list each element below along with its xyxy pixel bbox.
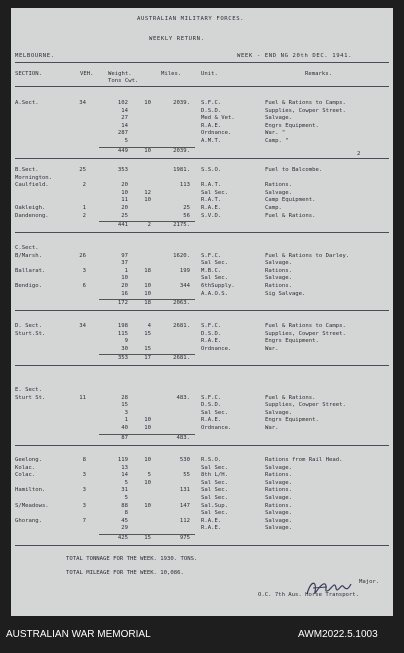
section-total-cwt: 10 bbox=[144, 147, 151, 154]
row-veh: 2 bbox=[82, 182, 86, 189]
row-remarks: Salvage. bbox=[265, 495, 292, 501]
row-tons: 102 bbox=[117, 100, 128, 106]
row-veh: 1 bbox=[82, 205, 86, 211]
row-remarks: Salvage. bbox=[265, 275, 292, 282]
row-miles: 147 bbox=[179, 502, 190, 509]
row-unit: S.F.C. bbox=[201, 323, 222, 329]
section-total-miles: 2175. bbox=[173, 222, 190, 229]
row-tons: 5 bbox=[124, 495, 128, 501]
footer-institution: AUSTRALIAN WAR MEMORIAL bbox=[6, 629, 151, 640]
row-unit: A.A.O.S. bbox=[201, 290, 228, 297]
row-veh: 6 bbox=[82, 283, 86, 289]
row-miles: 131 bbox=[179, 487, 190, 494]
row-remarks: Fuel & Rations. bbox=[265, 212, 316, 219]
row-unit: R.A.E. bbox=[201, 517, 222, 524]
signature-rank: Major. bbox=[359, 579, 380, 585]
row-remarks: Camp. bbox=[265, 205, 282, 211]
row-tons: 88 bbox=[121, 502, 128, 509]
section-total-cwt: 17 bbox=[144, 355, 151, 362]
row-veh: 3 bbox=[82, 472, 86, 479]
column-header-weight: Weight. bbox=[108, 71, 132, 77]
column-header-miles: Miles. bbox=[161, 71, 182, 77]
row-unit: Sal Sec. bbox=[201, 464, 228, 471]
row-miles: 2681. bbox=[173, 323, 190, 329]
row-unit: S.S.O. bbox=[201, 167, 222, 173]
row-tons: 13 bbox=[121, 464, 128, 471]
row-tons: 8 bbox=[124, 510, 128, 517]
row-tons: 9 bbox=[124, 338, 128, 345]
row-remarks: Salvage. bbox=[265, 464, 292, 471]
row-tons: 37 bbox=[121, 260, 128, 267]
row-unit: A.M.T. bbox=[201, 138, 222, 144]
row-miles: 112 bbox=[179, 517, 190, 524]
row-place: C.Sect. bbox=[15, 245, 39, 251]
row-remarks: Fuel & Rations. bbox=[265, 394, 316, 401]
section-total-miles: 2681. bbox=[173, 355, 190, 362]
section-total-cwt: 2 bbox=[147, 222, 151, 229]
row-unit: Sal Sec. bbox=[201, 189, 228, 196]
row-remarks: Salvage. bbox=[265, 409, 292, 416]
row-remarks: Salvage. bbox=[265, 479, 292, 486]
section-total-tons: 425 bbox=[117, 535, 128, 541]
row-veh: 3 bbox=[82, 487, 86, 494]
row-unit: Sal Sec. bbox=[201, 510, 228, 517]
row-tons: 20 bbox=[121, 182, 128, 189]
row-place: Sturt St. bbox=[15, 394, 46, 401]
row-miles: 199 bbox=[179, 267, 190, 274]
row-unit: Ordnance. bbox=[201, 130, 232, 137]
row-unit: S.F.C. bbox=[201, 394, 222, 401]
location-label: MELBOURNE. bbox=[15, 53, 55, 59]
row-unit: Ordnance. bbox=[201, 425, 232, 431]
row-remarks: Engrs Equipment. bbox=[265, 417, 319, 424]
row-cwt: 10 bbox=[144, 502, 151, 509]
section-rule bbox=[15, 158, 389, 159]
row-tons: 97 bbox=[121, 252, 128, 259]
row-place: Oakleigh. bbox=[15, 205, 46, 211]
row-tons: 30 bbox=[121, 345, 128, 352]
row-remarks: Fuel & Rations to Camps. bbox=[265, 323, 346, 329]
row-tons: 10 bbox=[121, 189, 128, 196]
column-header-section: SECTION. bbox=[15, 71, 42, 77]
stray-mark: 2 bbox=[357, 151, 361, 157]
row-remarks: Camp Equipment. bbox=[265, 197, 316, 204]
row-unit: R.S.O. bbox=[201, 457, 222, 463]
row-remarks: War. " bbox=[265, 130, 286, 137]
row-cwt: 15 bbox=[144, 345, 151, 352]
row-tons: 119 bbox=[117, 457, 128, 463]
archive-footer bbox=[0, 616, 404, 653]
row-unit: M.B.C. bbox=[201, 267, 222, 274]
row-veh: 34 bbox=[79, 100, 86, 106]
row-place: E. Sect. bbox=[15, 387, 42, 393]
row-tons: 20 bbox=[121, 283, 128, 289]
row-tons: 353 bbox=[117, 167, 128, 173]
row-tons: 14 bbox=[121, 107, 128, 114]
row-veh: 2 bbox=[82, 212, 86, 219]
row-remarks: War. bbox=[265, 425, 279, 431]
section-total-miles: 2063. bbox=[173, 300, 190, 307]
row-tons: 14 bbox=[121, 122, 128, 129]
row-unit: R.A.E. bbox=[201, 338, 222, 345]
row-veh: 3 bbox=[82, 267, 86, 274]
row-remarks: Rations. bbox=[265, 182, 292, 189]
row-remarks: War. bbox=[265, 345, 279, 352]
row-tons: 287 bbox=[117, 130, 128, 137]
row-miles: 530 bbox=[179, 457, 190, 463]
row-remarks: Supplies, Cowper Street. bbox=[265, 402, 346, 409]
row-miles: 344 bbox=[179, 283, 190, 289]
document-sheet bbox=[11, 8, 393, 616]
row-remarks: Engrs Equipment. bbox=[265, 122, 319, 129]
row-tons: 5 bbox=[124, 138, 128, 144]
section-total-tons: 449 bbox=[117, 147, 128, 154]
row-miles: 113 bbox=[179, 182, 190, 189]
row-unit: Sal.Sup. bbox=[201, 502, 228, 509]
row-remarks: Salvage. bbox=[265, 517, 292, 524]
row-place: Colac. bbox=[15, 472, 36, 479]
row-cwt: 10 bbox=[144, 417, 151, 424]
column-header-tons-cwt: Tons Cwt. bbox=[108, 78, 139, 84]
row-cwt: 12 bbox=[144, 189, 151, 196]
row-miles: 56 bbox=[183, 212, 190, 219]
section-total-tons: 441 bbox=[117, 222, 128, 229]
row-unit: Sal Sec. bbox=[201, 479, 228, 486]
row-remarks: Fuel & Rations to Camps. bbox=[265, 100, 346, 106]
row-unit: R.A.E. bbox=[201, 122, 222, 129]
column-header-rule bbox=[15, 86, 389, 87]
row-remarks: Supplies, Cowper Street. bbox=[265, 330, 346, 337]
section-total-tons: 87 bbox=[121, 434, 128, 441]
row-tons: 10 bbox=[121, 275, 128, 282]
row-remarks: Camp. " bbox=[265, 138, 289, 144]
row-place: Hamilton. bbox=[15, 487, 46, 494]
row-tons: 5 bbox=[124, 479, 128, 486]
column-header-remarks: Remarks. bbox=[305, 71, 332, 77]
row-remarks: Engrs Equipment. bbox=[265, 338, 319, 345]
row-miles: 1620. bbox=[173, 252, 190, 259]
row-remarks: Rations. bbox=[265, 502, 292, 509]
row-place: Bendigo. bbox=[15, 283, 42, 289]
section-total-cwt: 18 bbox=[144, 300, 151, 307]
row-place: Ghorang. bbox=[15, 517, 42, 524]
row-cwt: 10 bbox=[144, 283, 151, 289]
row-place: Kolac. bbox=[15, 464, 36, 471]
column-header-unit: Unit. bbox=[201, 71, 218, 77]
row-remarks: Salvage. bbox=[265, 510, 292, 517]
section-rule bbox=[15, 310, 389, 311]
row-unit: D.S.D. bbox=[201, 107, 222, 114]
row-unit: 8th L/H. bbox=[201, 472, 228, 479]
section-rule bbox=[15, 232, 389, 233]
row-unit: Sal Sec. bbox=[201, 495, 228, 501]
section-total-cwt: 15 bbox=[144, 535, 151, 541]
total-mileage: TOTAL MILEAGE FOR THE WEEK. 10,086. bbox=[66, 570, 184, 576]
row-remarks: Rations. bbox=[265, 487, 292, 494]
row-place: Sturt.St. bbox=[15, 330, 46, 337]
row-cwt: 10 bbox=[144, 479, 151, 486]
row-place: S/Meadows. bbox=[15, 502, 49, 509]
footer-accession-number: AWM2022.5.1003 bbox=[298, 629, 378, 640]
row-tons: 29 bbox=[121, 525, 128, 532]
row-remarks: Rations. bbox=[265, 267, 292, 274]
row-remarks: Sig Salvage. bbox=[265, 290, 306, 297]
row-place: D. Sect. bbox=[15, 323, 42, 329]
row-place: Ballarat. bbox=[15, 267, 46, 274]
row-remarks: Salvage. bbox=[265, 115, 292, 122]
row-unit: S.F.C. bbox=[201, 252, 222, 259]
document-title: AUSTRALIAN MILITARY FORCES. bbox=[137, 16, 245, 22]
row-unit: D.S.D. bbox=[201, 402, 222, 409]
row-unit: R.A.E. bbox=[201, 205, 222, 211]
section-rule bbox=[15, 365, 389, 366]
section-total-miles: 483. bbox=[176, 434, 190, 441]
row-remarks: Fuel to Balcombe. bbox=[265, 167, 323, 173]
row-cwt: 10 bbox=[144, 290, 151, 297]
row-unit: 6thSupply. bbox=[201, 283, 235, 289]
row-veh: 25 bbox=[79, 167, 86, 173]
row-place: Dandenong. bbox=[15, 212, 49, 219]
row-unit: S.F.C. bbox=[201, 100, 222, 106]
section-total-tons: 172 bbox=[117, 300, 128, 307]
row-cwt: 10 bbox=[144, 457, 151, 463]
row-miles: 483. bbox=[176, 394, 190, 401]
row-veh: 3 bbox=[82, 502, 86, 509]
row-unit: Sal Sec. bbox=[201, 260, 228, 267]
row-unit: Med & Vet. bbox=[201, 115, 235, 122]
row-tons: 16 bbox=[121, 290, 128, 297]
total-tonnage: TOTAL TONNAGE FOR THE WEEK. 1930. TONS. bbox=[66, 556, 198, 562]
row-unit: D.S.D. bbox=[201, 330, 222, 337]
week-ended-label: WEEK - END NG 20th DEC. 1941. bbox=[237, 53, 353, 59]
row-tons: 31 bbox=[121, 487, 128, 494]
row-tons: 1 bbox=[124, 267, 128, 274]
row-tons: 27 bbox=[121, 115, 128, 122]
row-remarks: Fuel & Rations to Darley. bbox=[265, 252, 350, 259]
row-unit: Sal Sec. bbox=[201, 275, 228, 282]
row-place: Geelong. bbox=[15, 457, 42, 463]
section-total-tons: 353 bbox=[117, 355, 128, 362]
section-rule bbox=[15, 445, 389, 446]
row-remarks: Salvage. bbox=[265, 189, 292, 196]
row-place: Mornington. bbox=[15, 174, 53, 181]
header-rule bbox=[15, 62, 389, 63]
section-total-miles: 975 bbox=[179, 535, 190, 541]
row-tons: 3 bbox=[124, 409, 128, 416]
row-tons: 14 bbox=[121, 472, 128, 479]
row-unit: R.A.E. bbox=[201, 417, 222, 424]
row-remarks: Rations. bbox=[265, 472, 292, 479]
signature-title: O.C. 7th Aus. Horse Transport. bbox=[258, 592, 360, 598]
row-remarks: Rations. bbox=[265, 283, 292, 289]
row-miles: 1981. bbox=[173, 167, 190, 173]
row-veh: 7 bbox=[82, 517, 86, 524]
row-tons: 115 bbox=[117, 330, 128, 337]
row-remarks: Supplies, Cowper Street. bbox=[265, 107, 346, 114]
row-cwt: 15 bbox=[144, 330, 151, 337]
row-veh: 34 bbox=[79, 323, 86, 329]
row-veh: 11 bbox=[79, 394, 86, 401]
row-unit: S.V.D. bbox=[201, 212, 222, 219]
row-unit: R.A.T. bbox=[201, 182, 222, 189]
row-tons: 15 bbox=[121, 402, 128, 409]
row-cwt: 5 bbox=[147, 472, 151, 479]
row-veh: 8 bbox=[82, 457, 86, 463]
row-tons: 11 bbox=[121, 197, 128, 204]
row-place: B/Marsh. bbox=[15, 252, 42, 259]
row-cwt: 10 bbox=[144, 425, 151, 431]
document-subtitle: WEEKLY RETURN. bbox=[149, 36, 205, 42]
row-unit: R.A.E. bbox=[201, 525, 222, 532]
row-remarks: Salvage. bbox=[265, 260, 292, 267]
row-unit: R.A.T. bbox=[201, 197, 222, 204]
row-miles: 55 bbox=[183, 472, 190, 479]
section-rule bbox=[15, 545, 389, 546]
row-unit: Sal Sec. bbox=[201, 487, 228, 494]
row-place: B.Sect. bbox=[15, 167, 39, 173]
row-place: Caulfield. bbox=[15, 182, 49, 189]
row-tons: 198 bbox=[117, 323, 128, 329]
row-remarks: Rations from Rail Head. bbox=[265, 457, 343, 463]
row-place: A.Sect. bbox=[15, 100, 39, 106]
row-tons: 45 bbox=[121, 517, 128, 524]
row-cwt: 4 bbox=[147, 323, 151, 329]
column-header-veh: VEH. bbox=[80, 71, 94, 77]
row-cwt: 10 bbox=[144, 100, 151, 106]
row-cwt: 10 bbox=[144, 197, 151, 204]
row-tons: 1 bbox=[124, 417, 128, 424]
row-miles: 25 bbox=[183, 205, 190, 211]
row-tons: 20 bbox=[121, 205, 128, 211]
row-tons: 25 bbox=[121, 212, 128, 219]
row-tons: 40 bbox=[121, 425, 128, 431]
row-veh: 26 bbox=[79, 252, 86, 259]
row-remarks: Salvage. bbox=[265, 525, 292, 532]
row-miles: 2039. bbox=[173, 100, 190, 106]
row-cwt: 18 bbox=[144, 267, 151, 274]
section-total-miles: 2039. bbox=[173, 147, 190, 154]
row-unit: Ordnance. bbox=[201, 345, 232, 352]
row-tons: 28 bbox=[121, 394, 128, 401]
row-unit: Sal Sec. bbox=[201, 409, 228, 416]
